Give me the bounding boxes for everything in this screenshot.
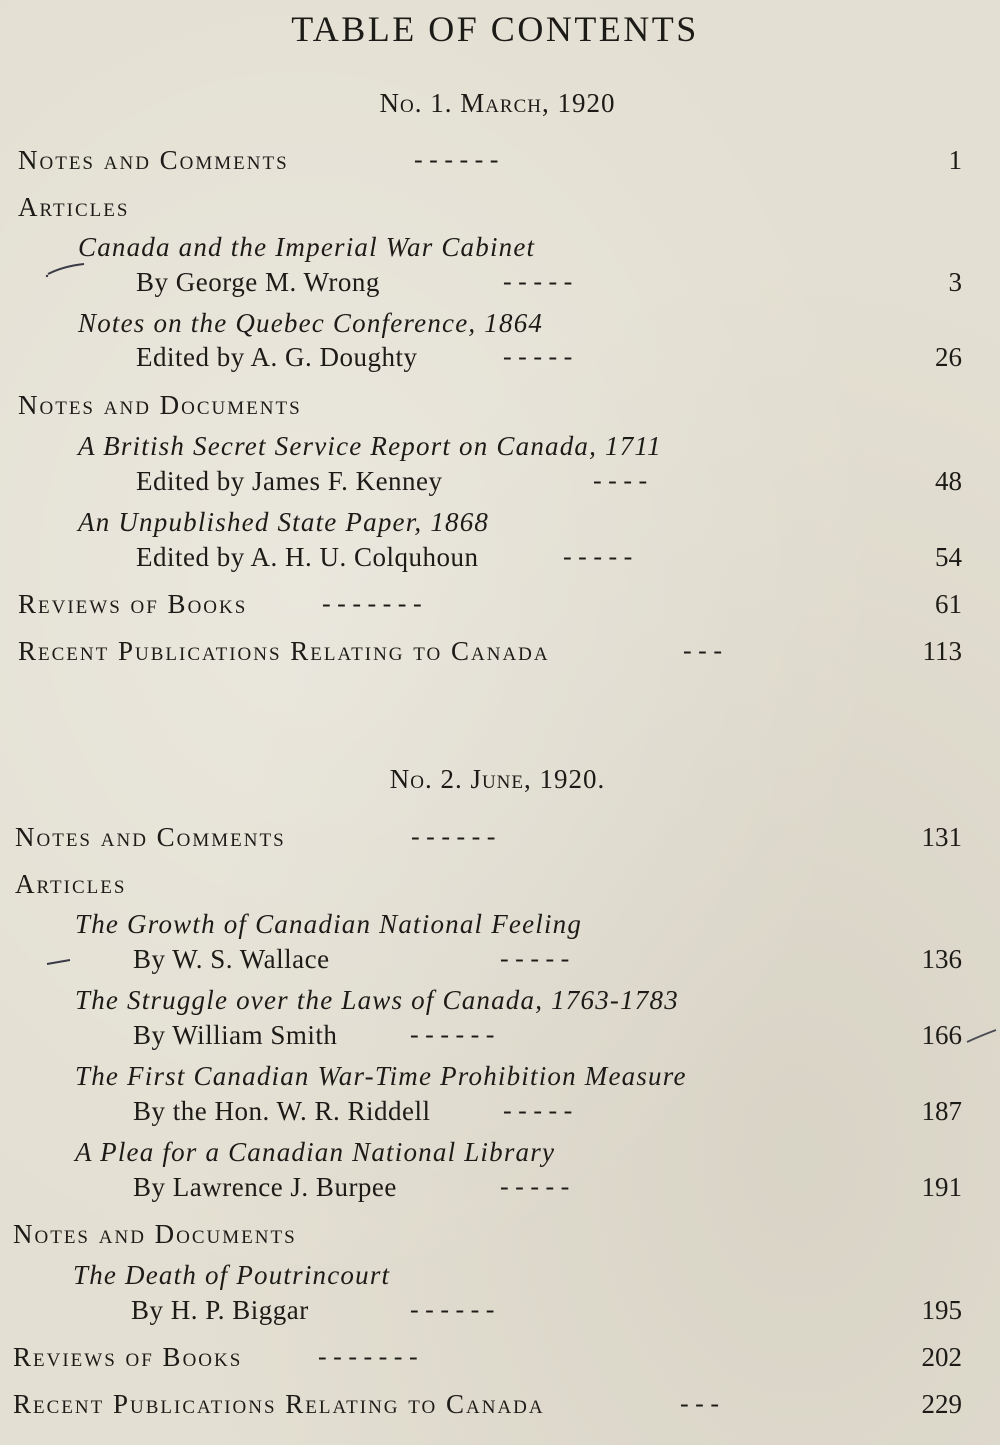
article-title-row — [0, 1061, 1000, 1101]
toc-section — [0, 192, 1000, 232]
page-number: 3 — [948, 267, 962, 297]
leader-dashes: - - - - - — [503, 267, 573, 296]
toc-entry — [0, 822, 1000, 862]
article-title-row — [0, 1137, 1000, 1177]
section-label: Articles — [15, 869, 127, 899]
toc-entry — [0, 542, 1000, 582]
page-number: 166 — [921, 1020, 962, 1050]
page-number: 48 — [935, 466, 962, 496]
leader-dashes: - - - - - — [503, 342, 573, 371]
page-number: 61 — [935, 589, 962, 619]
page-number: 195 — [921, 1295, 962, 1325]
leader-dashes: - - - - - - — [414, 145, 499, 174]
byline: By W. S. Wallace — [133, 944, 330, 974]
section-label: Reviews of Books — [18, 589, 248, 619]
toc-entry — [0, 1342, 1000, 1382]
page-number: 136 — [921, 944, 962, 974]
toc-entry — [0, 636, 1000, 676]
page-number: 26 — [935, 342, 962, 372]
page-number: 191 — [921, 1172, 962, 1202]
leader-dashes: - - - — [683, 636, 722, 665]
byline: By Lawrence J. Burpee — [133, 1172, 397, 1202]
section-label: Notes and Comments — [18, 145, 289, 175]
leader-dashes: - - - - - — [503, 1096, 573, 1125]
issue-heading: No. 1. March, 1920 — [379, 88, 616, 118]
article-title: Notes on the Quebec Conference, 1864 — [78, 308, 544, 338]
page-number: 113 — [922, 636, 962, 666]
leader-dashes: - - - — [680, 1389, 719, 1418]
article-title: A British Secret Service Report on Canada, 1711 — [78, 431, 662, 461]
article-title-row — [0, 507, 1000, 547]
toc-entry — [0, 267, 1000, 307]
leader-dashes: - - - - - - — [411, 822, 496, 851]
pencil-mark-icon — [44, 250, 88, 280]
page-number: 1 — [948, 145, 962, 175]
article-title-row — [0, 1260, 1000, 1300]
byline: Edited by A. G. Doughty — [136, 342, 418, 372]
article-title: Canada and the Imperial War Cabinet — [78, 232, 536, 262]
leader-dashes: - - - - — [593, 466, 648, 495]
leader-dashes: - - - - - - — [410, 1295, 495, 1324]
section-label: Notes and Documents — [13, 1219, 297, 1249]
page-title: TABLE OF CONTENTS — [291, 9, 699, 49]
article-title: The First Canadian War-Time Prohibition Measure — [75, 1061, 687, 1091]
section-label: Recent Publications Relating to Canada — [18, 636, 550, 666]
byline: By H. P. Biggar — [131, 1295, 309, 1325]
page-number: 187 — [921, 1096, 962, 1126]
page-number: 229 — [921, 1389, 962, 1419]
byline: Edited by James F. Kenney — [136, 466, 443, 496]
byline: Edited by A. H. U. Colquhoun — [136, 542, 479, 572]
leader-dashes: - - - - - — [500, 944, 570, 973]
toc-entry — [0, 342, 1000, 382]
article-title-row — [0, 431, 1000, 471]
toc-section — [0, 390, 1000, 430]
issue-heading: No. 2. June, 1920. — [389, 764, 606, 794]
leader-dashes: - - - - - - — [410, 1020, 495, 1049]
section-label: Reviews of Books — [13, 1342, 243, 1372]
page-number: 131 — [921, 822, 962, 852]
byline: By William Smith — [133, 1020, 338, 1050]
article-title-row — [0, 985, 1000, 1025]
page-number: 202 — [921, 1342, 962, 1372]
section-label: Articles — [18, 192, 130, 222]
article-title: The Struggle over the Laws of Canada, 1763-1783 — [75, 985, 679, 1015]
toc-entry — [0, 1020, 1000, 1060]
page-number: 54 — [935, 542, 962, 572]
toc-entry — [0, 1389, 1000, 1429]
article-title-row — [0, 232, 1000, 272]
leader-dashes: - - - - - — [563, 542, 633, 571]
article-title: The Growth of Canadian National Feeling — [75, 909, 583, 939]
toc-section — [0, 1219, 1000, 1259]
toc-entry — [0, 1295, 1000, 1335]
section-label: Notes and Comments — [15, 822, 286, 852]
toc-entry — [0, 589, 1000, 629]
pencil-mark-icon — [964, 1022, 998, 1048]
byline: By the Hon. W. R. Riddell — [133, 1096, 431, 1126]
article-title: A Plea for a Canadian National Library — [75, 1137, 556, 1167]
leader-dashes: - - - - - — [500, 1172, 570, 1201]
leader-dashes: - - - - - - - — [318, 1342, 418, 1371]
article-title: An Unpublished State Paper, 1868 — [78, 507, 490, 537]
section-label: Recent Publications Relating to Canada — [13, 1389, 545, 1419]
article-title-row — [0, 909, 1000, 949]
toc-entry — [0, 1096, 1000, 1136]
article-title: The Death of Poutrincourt — [73, 1260, 391, 1290]
pencil-mark-icon — [44, 955, 74, 969]
toc-entry — [0, 1172, 1000, 1212]
toc-section — [0, 869, 1000, 909]
section-label: Notes and Documents — [18, 390, 302, 420]
byline: By George M. Wrong — [136, 267, 380, 297]
toc-entry — [0, 944, 1000, 984]
leader-dashes: - - - - - - - — [322, 589, 422, 618]
toc-entry — [0, 466, 1000, 506]
toc-entry — [0, 145, 1000, 185]
